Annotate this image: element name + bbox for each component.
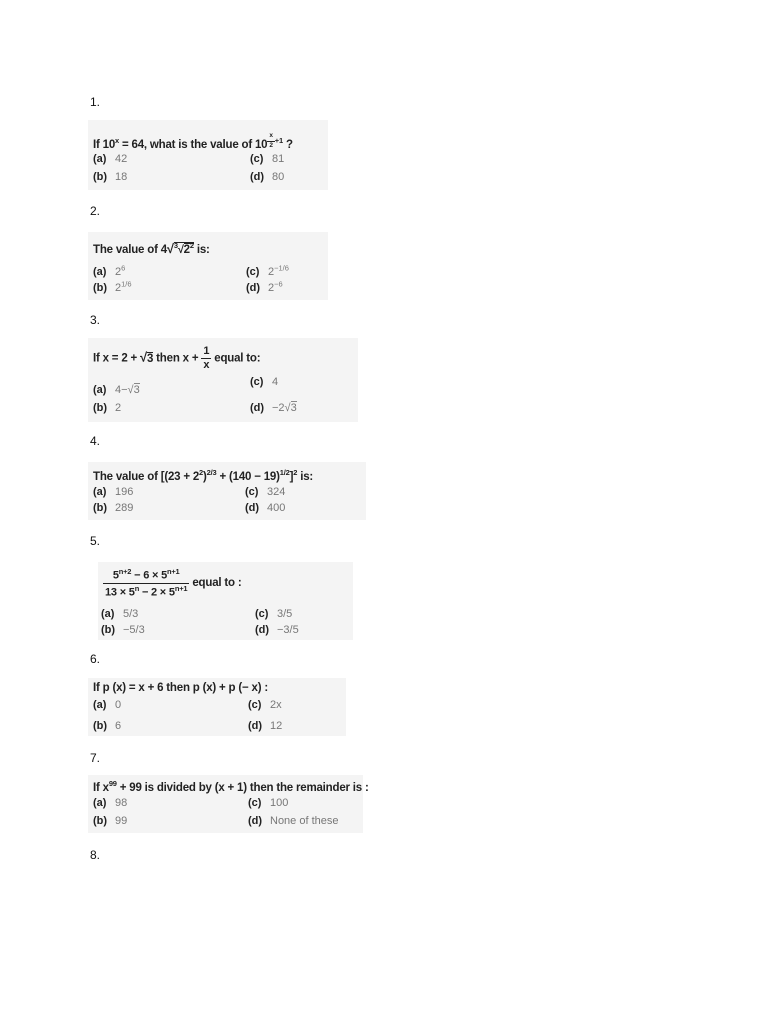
question-2-stem: The value of $4√^3√2^2$ is: — [93, 241, 210, 256]
option-a: (a) 0 — [93, 699, 122, 711]
option-b: (b) 2 — [93, 402, 122, 414]
option-c: (c) 81 — [250, 153, 285, 165]
option-b: (b) 18 — [93, 171, 128, 183]
question-4-stem: The value of $[(23 + 2^2)^{2/3} + (140 - 19)^{1/2}]^2$ is: — [93, 468, 314, 483]
option-b: (b) 6 — [93, 720, 122, 732]
question-number-7: 7. — [90, 751, 101, 765]
question-1-stem: If $10^x = 64$, what is the value of 10 $^{\frac{x}{2} +1}$ ? — [93, 132, 293, 151]
question-number-1: 1. — [90, 95, 101, 109]
option-d: (d) $2^{-6}$ — [246, 279, 283, 294]
question-number-6: 6. — [90, 652, 101, 666]
option-d: (d) −2√3 — [250, 402, 297, 414]
option-d: (d) −3/5 — [255, 624, 299, 636]
question-number-4: 4. — [90, 434, 101, 448]
option-c: (c) 2x — [248, 699, 282, 711]
question-number-5: 5. — [90, 534, 101, 548]
question-number-3: 3. — [90, 313, 101, 327]
question-6-stem: If p (x) = x + 6 then p (x) + p (− x) : — [93, 682, 268, 694]
option-d: (d) 12 — [248, 720, 283, 732]
option-b: (b) −5/3 — [101, 624, 145, 636]
question-4-image — [88, 462, 366, 520]
question-3-stem: If x = 2 + √3 then x + $\frac{1}{x}$ equal to: — [93, 345, 261, 371]
question-number-8: 8. — [90, 848, 101, 862]
question-3-image — [88, 338, 358, 422]
option-a: (a) $2^6$ — [93, 263, 126, 278]
option-a: (a) 98 — [93, 797, 128, 809]
option-d: (d) 400 — [245, 502, 286, 514]
option-b: (b) 99 — [93, 815, 128, 827]
option-d: (d) None of these — [248, 815, 339, 827]
question-7-image — [88, 775, 369, 833]
option-c: (c) 4 — [250, 376, 279, 388]
question-6-image — [88, 678, 346, 736]
option-b: (b) 289 — [93, 502, 134, 514]
option-c: (c) 100 — [248, 797, 289, 809]
option-a: (a) 196 — [93, 486, 134, 498]
option-a: (a) 5/3 — [101, 608, 139, 620]
question-7-stem: If $x^{99} + 99$ is divided by (x + 1) then the remainder is : — [93, 779, 369, 794]
option-c: (c) $2^{-1/6}$ — [246, 263, 289, 278]
option-b: (b) $2^{1/6}$ — [93, 279, 132, 294]
option-c: (c) 3/5 — [255, 608, 293, 620]
question-number-2: 2. — [90, 204, 101, 218]
question-5-image — [98, 562, 353, 640]
option-d: (d) 80 — [250, 171, 285, 183]
option-a: (a) 42 — [93, 153, 128, 165]
option-c: (c) 324 — [245, 486, 286, 498]
question-2-image — [88, 232, 328, 300]
option-a: (a) 4−√3 — [93, 384, 140, 396]
question-5-stem: $\frac{5^{n+2} - 6 \times 5^{n+1}}{13 \times 5^n - 2 \times 5^{n+1}}$ equal to : — [105, 567, 242, 599]
question-1-image — [88, 120, 328, 190]
